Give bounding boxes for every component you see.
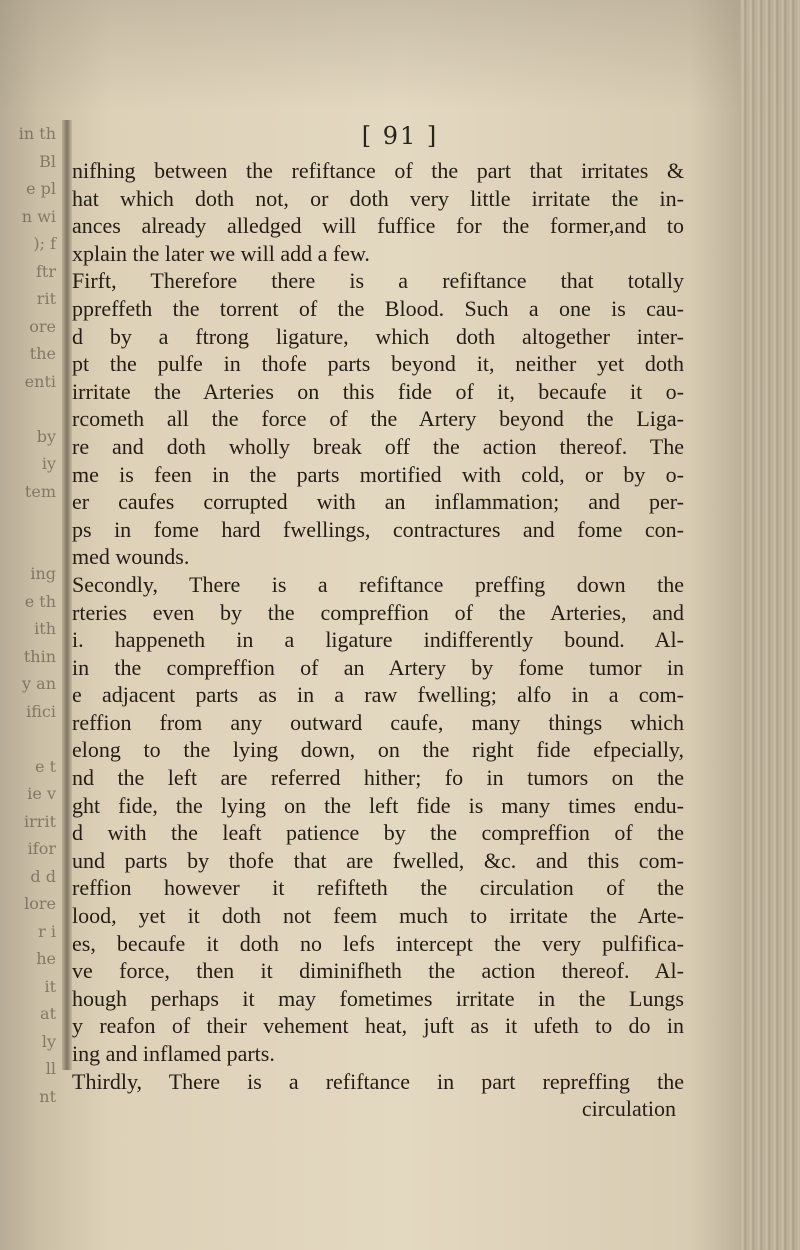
bleed-fragment: ie v — [27, 784, 56, 803]
text-line: ppreffeth the torrent of the Blood. Such a one is cau- — [72, 295, 684, 321]
text-line: rcometh all the force of the Artery beyond the Liga- — [72, 406, 684, 432]
bleed-fragment: ing — [30, 564, 56, 583]
text-line: e adjacent parts as in a raw fwelling; alfo in a com- — [72, 682, 684, 708]
bleed-fragment: ly — [41, 1031, 56, 1051]
text-line: in the compreffion of an Artery by fome tumor in — [72, 654, 684, 680]
bleed-fragment: nt — [39, 1086, 56, 1106]
text-line: pt the pulfe in thofe parts beyond it, neither yet doth — [72, 351, 684, 377]
text-line: lood, yet it doth not feem much to irritate the Arte- — [72, 903, 684, 929]
page-edges — [740, 0, 800, 1250]
bleed-fragment: d d — [30, 866, 56, 886]
text-line: hat which doth not, or doth very little irritate the in- — [72, 185, 684, 211]
top-shadow — [0, 0, 800, 110]
text-line: i. happeneth in a ligature indifferently bound. Al- — [72, 627, 684, 653]
catchword: circulation — [581, 1096, 676, 1122]
text-line: nd the left are referred hither; fo in tumors on the — [72, 765, 684, 791]
text-line: irritate the Arteries on this fide of it, becaufe it o- — [72, 378, 684, 404]
text-line: me is feen in the parts mortified with cold, or by o- — [72, 461, 684, 487]
bleed-fragment — [0, 725, 60, 753]
text-line: ps in fome hard fwellings, contractures and fome con- — [72, 516, 684, 542]
text-line: d by a ftrong ligature, which doth altogether inter- — [72, 323, 684, 349]
text-line: xplain the later we will add a few. — [72, 240, 370, 266]
bleed-fragment: ifici — [26, 701, 56, 721]
text-line: hough perhaps it may fometimes irritate in the Lungs — [72, 985, 684, 1011]
text-line: y reafon of their vehement heat, juft as it ufeth to do in — [72, 1013, 684, 1039]
bleed-fragment: irrit — [24, 811, 56, 831]
bleed-fragment: at — [40, 1004, 56, 1023]
text-line: ght fide, the lying on the left fide is many times endu- — [72, 792, 684, 818]
bleed-fragment: ll — [45, 1059, 56, 1078]
bleed-fragment: tem — [24, 481, 56, 501]
bleed-fragment — [0, 395, 60, 423]
text-line: ve force, then it diminifheth the action thereof. Al- — [72, 958, 684, 984]
bleed-fragment — [0, 533, 60, 561]
bleed-fragment: lore — [24, 894, 56, 913]
text-line: Thirdly, There is a refiftance in part repreffing the — [72, 1068, 684, 1094]
bleed-fragment: ftr — [36, 261, 56, 281]
text-line: d with the leaft patience by the compreffion of the — [72, 820, 684, 846]
bleed-fragment: e t — [35, 756, 56, 776]
bleed-fragment: ith — [34, 619, 56, 638]
text-line: ing and inflamed parts. — [72, 1041, 275, 1066]
text-line: es, becaufe it doth no lefs intercept the very pulfifica- — [72, 930, 684, 956]
text-line: reffion however it refifteth the circulation of the — [72, 875, 684, 901]
bleed-fragment: it — [44, 976, 56, 996]
bleed-fragment: ore — [29, 316, 56, 336]
text-line: elong to the lying down, on the right fide efpecially, — [72, 737, 684, 763]
text-line: Firft, Therefore there is a refiftance that totally — [72, 268, 684, 294]
bleed-fragment: by — [36, 426, 56, 446]
text-line: nifhing between the refiftance of the part that irritates & — [72, 158, 684, 183]
text-line: rteries even by the compreffion of the Arteries, and — [72, 599, 684, 625]
text-line: er caufes corrupted with an inflammation; and per- — [72, 489, 684, 515]
text-line: ances already alledged will fuffice for the former,and to — [72, 213, 684, 239]
bleed-fragment: Bl — [39, 151, 56, 171]
bleed-fragment: he — [36, 949, 56, 968]
text-line: re and doth wholly break off the action thereof. The — [72, 433, 684, 459]
bleed-fragment: ifor — [27, 839, 56, 858]
bleed-fragment: r i — [38, 921, 56, 941]
page-number: [ 91 ] — [361, 122, 439, 150]
bleed-fragment: y an — [22, 674, 56, 693]
bleed-fragment: thin — [23, 646, 56, 666]
text-line: reffion from any outward caufe, many things which — [72, 709, 684, 735]
text-line: med wounds. — [72, 544, 190, 570]
bleed-fragment: the — [29, 344, 56, 363]
bleed-fragment: rit — [36, 289, 56, 308]
bleed-fragment: iy — [41, 454, 56, 473]
bleed-fragment — [0, 505, 60, 533]
bleed-fragment: e pl — [26, 179, 56, 198]
bleed-fragment: ); f — [33, 234, 56, 253]
binding-gutter — [62, 120, 72, 1070]
bleed-fragment: in th — [18, 124, 56, 143]
text-line: Secondly, There is a refiftance preffing down the — [72, 571, 684, 597]
bleed-fragment: enti — [24, 371, 56, 391]
bleed-fragment: n wi — [21, 206, 56, 226]
body-text — [72, 157, 684, 1123]
facing-page-bleed — [0, 120, 60, 1106]
bleed-fragment: e th — [24, 591, 56, 611]
text-line: und parts by thofe that are fwelled, &c. and this com- — [72, 847, 684, 873]
